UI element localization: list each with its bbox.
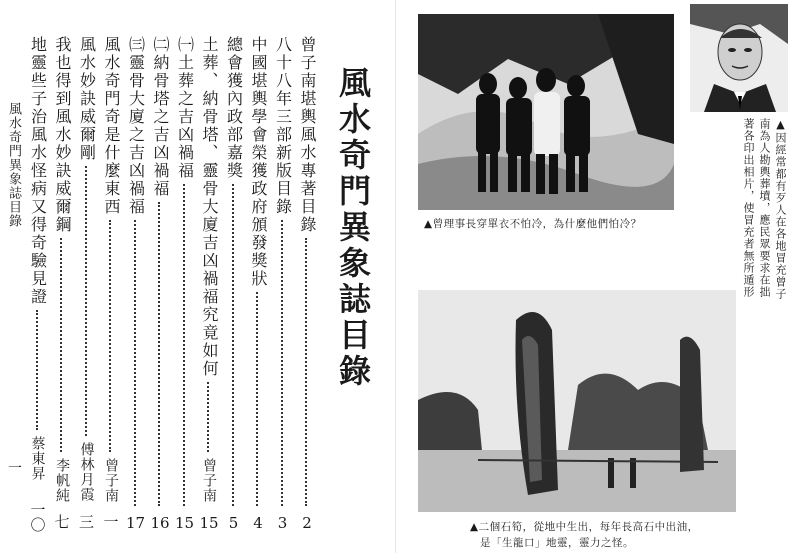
toc-entry-page: 一 — [103, 513, 119, 531]
toc-entry[interactable] — [223, 36, 245, 532]
portrait-caption — [688, 118, 788, 308]
toc-entry-title: 我也得到風水妙訣威爾鋼 — [53, 36, 72, 234]
toc-entry-page: 15 — [174, 514, 195, 532]
toc-dot-leader — [36, 310, 38, 430]
toc-entry-page: 2 — [302, 514, 312, 532]
group-photo — [418, 14, 674, 210]
toc-entry-title: ㈢靈骨大廈之吉凶禍福 — [126, 36, 146, 216]
toc-entry-title: 地靈些子治風水怪病又得奇驗見證 — [28, 36, 48, 306]
toc-entry-title: 中國堪輿學會榮獲政府頒發獎狀 — [249, 36, 268, 288]
toc-entry-author: 曾子南 — [201, 458, 217, 503]
toc-dot-leader — [134, 220, 136, 506]
toc-dot-leader — [183, 184, 185, 506]
toc-entry-page: 16 — [150, 514, 170, 532]
toc-entry-title: ㈡納骨塔之吉凶禍福 — [151, 36, 170, 198]
toc-entry[interactable] — [149, 36, 171, 532]
toc-dot-leader — [109, 220, 111, 452]
toc-entry[interactable] — [27, 36, 49, 532]
toc-entry-title: 曾子南堪輿風水專著目錄 — [298, 36, 317, 234]
toc-entry[interactable] — [198, 36, 220, 532]
toc-dot-leader — [85, 166, 87, 436]
toc-page — [0, 0, 396, 553]
toc-entry[interactable] — [296, 36, 318, 532]
toc-dot-leader — [305, 238, 307, 506]
photo-page — [396, 0, 793, 553]
toc-dot-leader — [232, 184, 234, 506]
portrait-photo — [690, 4, 788, 112]
toc-entry-page: 七 — [54, 513, 70, 531]
folio-number: 一 — [8, 461, 22, 477]
page-title: 風水奇門異象誌目錄 — [334, 66, 372, 390]
toc-entry-author: 傅林月霞 — [78, 442, 95, 502]
toc-entry-author: 曾子南 — [103, 458, 119, 503]
toc-entry-title: 總會獲內政部嘉獎 — [224, 36, 244, 180]
toc-entry[interactable] — [100, 36, 122, 532]
toc-entry-page: 5 — [228, 514, 239, 532]
toc-entry-title: 八十八年三部新版目錄 — [273, 36, 293, 216]
toc-entry-page: 4 — [253, 514, 263, 532]
stone-pillars-photo — [418, 290, 736, 512]
stone-pillars-caption-line2: 是「生龍口」地靈，靈力之怪。 — [480, 537, 634, 549]
toc-entry[interactable] — [51, 36, 73, 532]
group-photo-caption: ▲曾理事長穿單衣不怕冷，為什麼他們怕冷？ — [424, 218, 642, 230]
toc-entry[interactable] — [125, 36, 147, 532]
toc-entry-author: 蔡東昇 — [29, 436, 46, 481]
stone-pillars-caption-line1: ▲二個石筍，從地中生出，每年長高石中出油， — [470, 521, 699, 533]
toc-entry-author: 李帆純 — [54, 458, 70, 503]
toc-dot-leader — [158, 202, 160, 506]
portrait-caption-text: ▲因經常都有歹人在各地冒充曾子南為人勘輿葬墳，應民眾要求在拙著各印出相片，使冒充者無所遁形 — [742, 118, 787, 300]
toc-entry-page: 三 — [78, 513, 94, 531]
toc-entry-page: 17 — [125, 514, 146, 532]
toc-entry[interactable] — [174, 36, 196, 532]
toc-dot-leader — [60, 238, 62, 452]
toc-entry-title: 風水妙訣威爾剛 — [77, 36, 97, 162]
toc-entry-page: 3 — [277, 514, 288, 532]
toc-entry-title: 土葬、納骨塔、靈骨大廈吉凶禍福究竟如何 — [200, 36, 219, 378]
toc-entry-page: 15 — [199, 514, 219, 532]
toc-entry-title: ㈠土葬之吉凶禍福 — [175, 36, 195, 180]
running-header: 風水奇門異象誌目錄 — [6, 102, 21, 228]
toc-entry-title: 風水奇門奇是什麼東西 — [102, 36, 121, 216]
toc-entry[interactable] — [76, 36, 98, 532]
toc-entry-page: 一〇 — [28, 502, 47, 532]
toc-entry[interactable] — [272, 36, 294, 532]
toc-dot-leader — [256, 292, 258, 506]
toc-dot-leader — [281, 220, 283, 506]
toc-entry[interactable] — [247, 36, 269, 532]
toc-dot-leader — [207, 382, 209, 452]
